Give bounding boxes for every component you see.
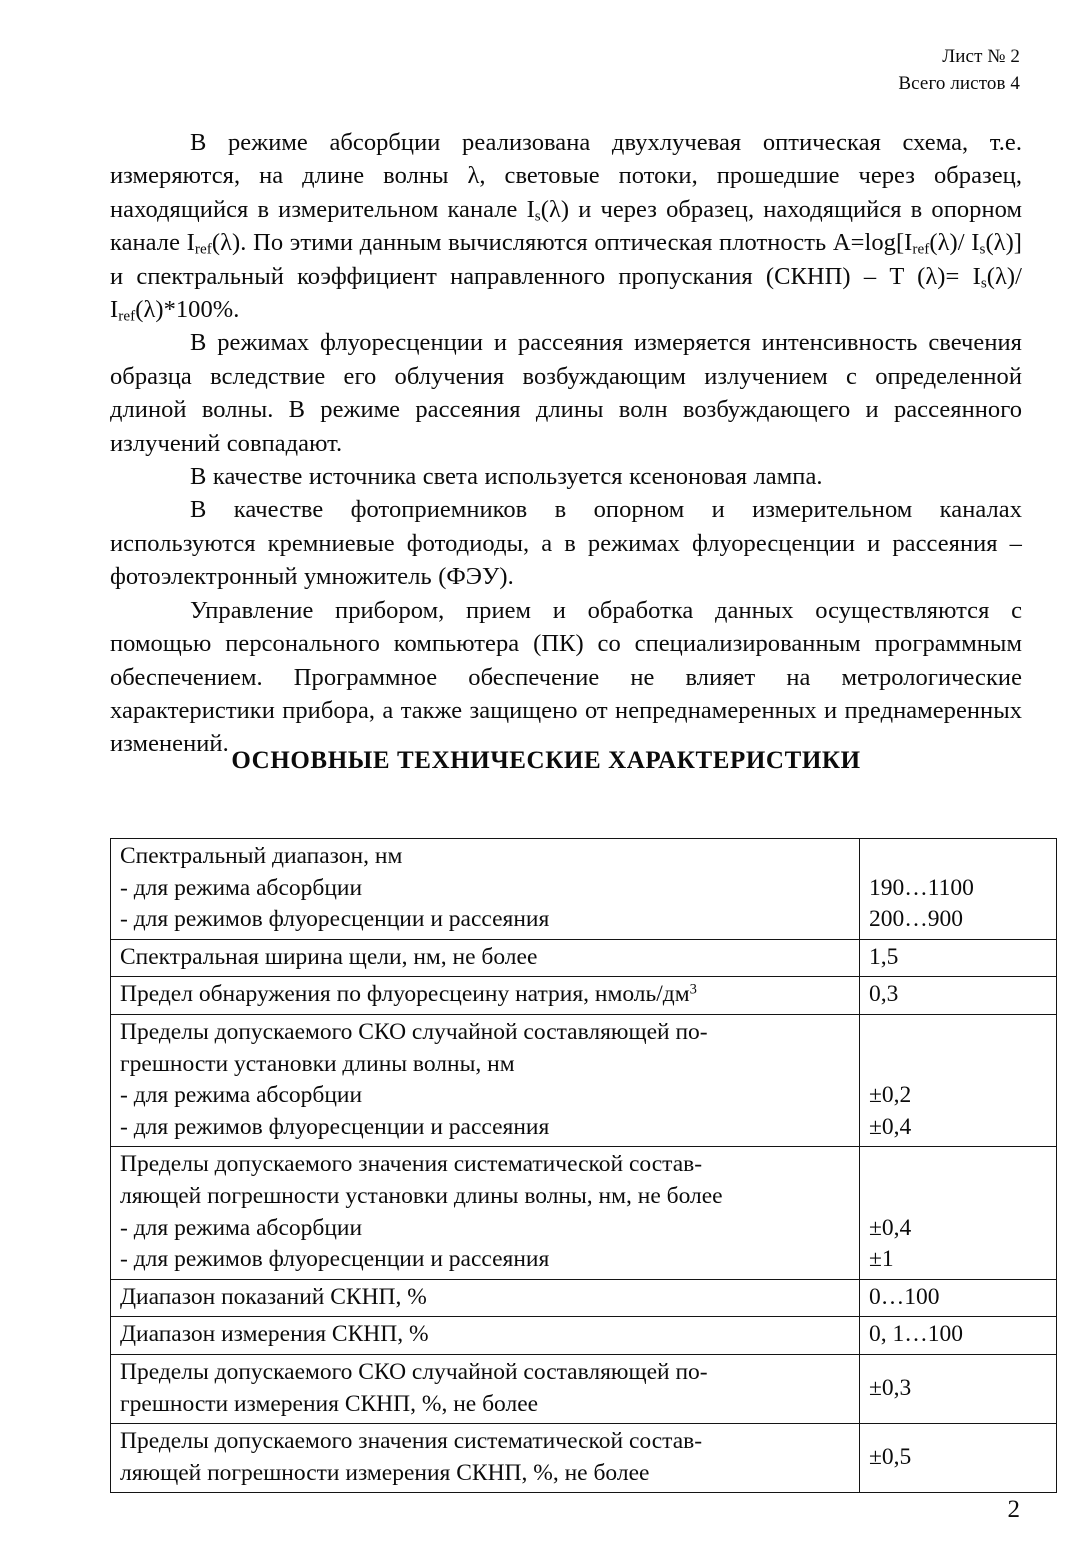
table-cell-value [860, 1354, 1057, 1423]
table-cell-value [860, 1317, 1057, 1355]
parameter-line: Пределы допускаемого СКО случайной составляющей по- [120, 1358, 708, 1385]
parameter-line: - для режима абсорбции [120, 1214, 363, 1241]
value-line: ±1 [869, 1246, 894, 1273]
para1-sub-ref2: ref [912, 240, 930, 258]
parameter-line: Спектральная ширина щели, нм, не более [120, 943, 538, 970]
value-line: 0,3 [869, 981, 899, 1008]
table-cell-value [860, 1279, 1057, 1317]
table-row [111, 939, 1057, 977]
table-cell-parameter [111, 1147, 860, 1279]
table-cell-value [860, 839, 1057, 940]
para1-part-a: В режиме абсорбции реализована двухлучевая оптическая схема, т.е. измеряются, на длине волны λ, световые потоки, прошедшие через образец, находящийся в измерительном канале I [110, 129, 1022, 223]
table-row [111, 1317, 1057, 1355]
page-number: 2 [1007, 1496, 1020, 1523]
table-cell-parameter [111, 839, 860, 940]
parameter-line: ляющей погрешности измерения СКНП, %, не более [120, 1459, 650, 1486]
table-cell-value [860, 977, 1057, 1015]
document-header [898, 44, 1020, 98]
header-sheet-number: Лист № 2 [942, 46, 1020, 67]
value-line: ±0,3 [869, 1374, 912, 1401]
value-line: 0…100 [869, 1283, 940, 1310]
table-cell-value [860, 1147, 1057, 1279]
value-line: 1,5 [869, 943, 899, 970]
technical-characteristics-table [110, 838, 1057, 1493]
header-total-sheets: Всего листов 4 [898, 72, 1020, 94]
paragraph-fluorescence-scattering: В режимах флуоресценции и рассеяния измеряется интенсивность свечения образца вследствие его облучения возбуждающим излучением с определенной длиной волны. В режиме рассеяния длины волн возбуждающего и рассеянного излучений совпадают. [110, 329, 1022, 457]
table-cell-parameter [111, 1354, 860, 1423]
parameter-line: Диапазон измерения СКНП, % [120, 1321, 429, 1348]
parameter-line: Диапазон показаний СКНП, % [120, 1283, 427, 1310]
para1-sub-ref3: ref [118, 307, 136, 325]
parameter-line: - для режимов флуоресценции и рассеяния [120, 1113, 550, 1140]
table-cell-parameter [111, 1279, 860, 1317]
parameter-line: - для режима абсорбции [120, 1082, 363, 1109]
parameter-line: Пределы допускаемого СКО случайной составляющей по- [120, 1018, 708, 1045]
table-cell-parameter [111, 1014, 860, 1146]
parameter-line: Пределы допускаемого значения систематической состав- [120, 1151, 703, 1178]
para1-part-c: (λ). По этими данным вычисляются оптическая плотность A=log[I [211, 229, 913, 257]
parameter-line: - для режимов флуоресценции и рассеяния [120, 906, 550, 933]
parameter-line: - для режимов флуоресценции и рассеяния [120, 1246, 550, 1273]
table-row [111, 977, 1057, 1015]
value-line: ±0,5 [869, 1443, 912, 1470]
table-cell-value [860, 939, 1057, 977]
table-row [111, 1014, 1057, 1146]
value-line: 200…900 [869, 906, 963, 933]
table-row [111, 1279, 1057, 1317]
body-content [110, 126, 1022, 761]
paragraph-control-software: Управление прибором, прием и обработка данных осуществляются с помощью персонального компьютера (ПК) со специализированным программным обеспечением. Программное обеспечение не влияет на метрологические характеристики прибора, а также защищено от непреднамеренных и преднамеренных изменений. [110, 596, 1022, 758]
paragraph-photodetectors: В качестве фотоприемников в опорном и измерительном каналах используются кремниевые фотодиоды, а в режимах флуоресценции и рассеяния – фотоэлектронный умножитель (ФЭУ). [110, 496, 1022, 591]
table-body [111, 839, 1057, 1493]
para1-sub-s2: s [979, 240, 986, 258]
value-line: ±0,2 [869, 1082, 912, 1109]
para1-part-b: (λ) и через образец, находящийся в опорном канале I [110, 195, 1023, 257]
unit-exponent: 3 [689, 981, 697, 998]
table-row [111, 1147, 1057, 1279]
value-line: 190…1100 [869, 874, 974, 901]
paragraph-absorption-mode [110, 126, 1022, 326]
value-line: ±0,4 [869, 1113, 912, 1140]
table-row [111, 1424, 1057, 1493]
value-line: 0, 1…100 [869, 1321, 963, 1348]
para1-part-g: (λ)*100%. [135, 296, 240, 324]
para1-part-f: (λ)/ I [110, 262, 1022, 324]
para1-part-e: (λ)] и спектральный коэффициент направленного пропускания (СКНП) – T (λ)= I [110, 229, 1023, 290]
para1-sub-s3: s [980, 273, 987, 291]
parameter-line: грешности измерения СКНП, %, не более [120, 1390, 539, 1417]
table-cell-parameter [111, 1317, 860, 1355]
table-cell-value [860, 1424, 1057, 1493]
table-cell-parameter [111, 939, 860, 977]
table-cell-value [860, 1014, 1057, 1146]
table-cell-parameter [111, 1424, 860, 1493]
parameter-line: Пределы допускаемого значения систематической состав- [120, 1428, 703, 1455]
value-line: ±0,4 [869, 1214, 912, 1241]
table-row [111, 839, 1057, 940]
section-heading-technical-characteristics: ОСНОВНЫЕ ТЕХНИЧЕСКИЕ ХАРАКТЕРИСТИКИ [231, 747, 861, 774]
parameter-line: Предел обнаружения по флуоресцеину натрия, нмоль/$дм^3$ [120, 981, 697, 1008]
para1-sub-s1: s [534, 207, 541, 225]
table-row [111, 1354, 1057, 1423]
parameter-line: Спектральный диапазон, нм [120, 843, 403, 869]
table-cell-parameter [111, 977, 860, 1015]
paragraph-light-source: В качестве источника света используется ксеноновая лампа. [190, 463, 823, 491]
parameter-line: - для режима абсорбции [120, 874, 363, 901]
para1-sub-ref1: ref [194, 240, 212, 258]
parameter-line: ляющей погрешности установки длины волны, нм, не более [120, 1182, 723, 1209]
para1-part-d: (λ)/ I [929, 229, 980, 257]
parameter-line: грешности установки длины волны, нм [120, 1050, 515, 1077]
